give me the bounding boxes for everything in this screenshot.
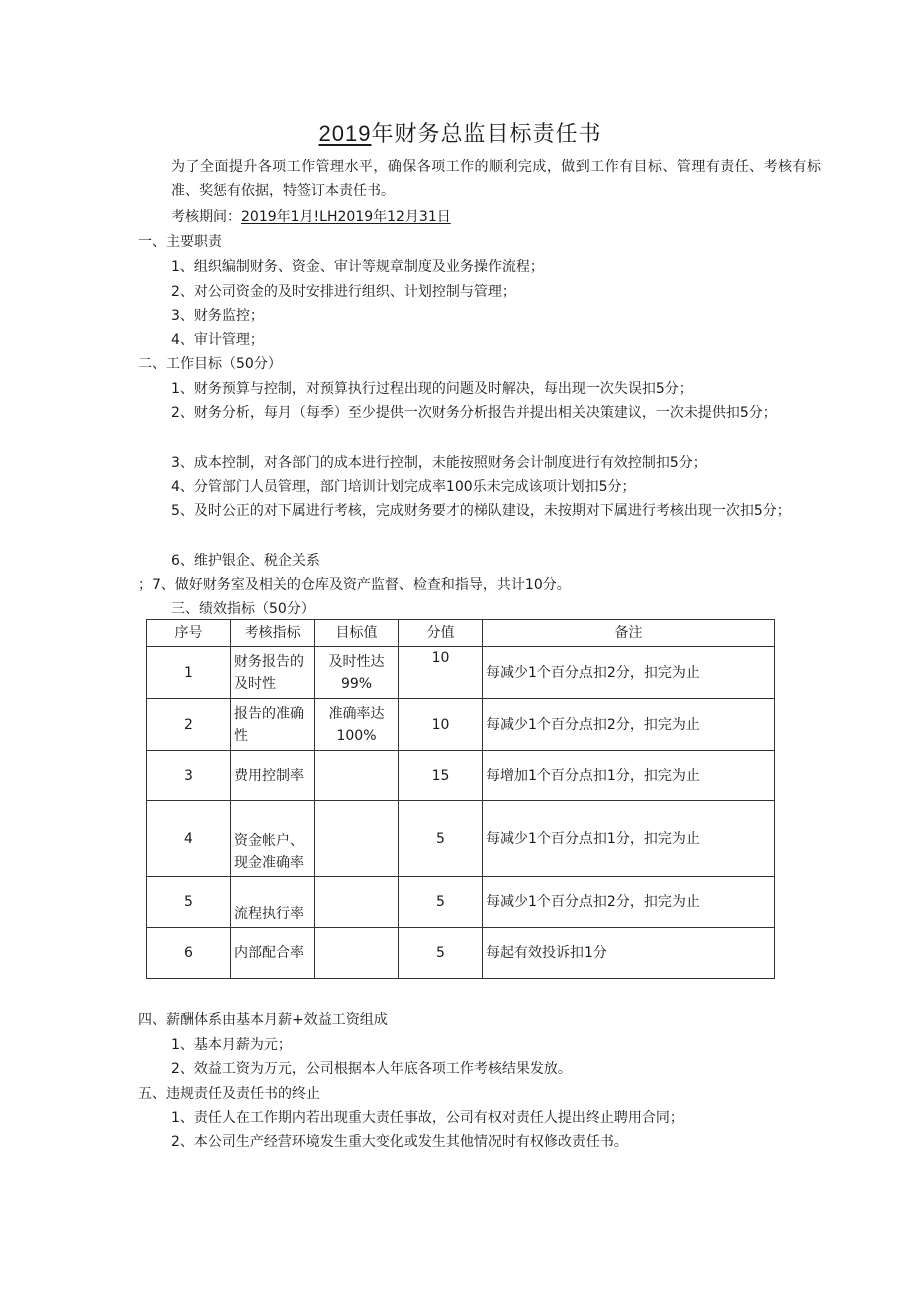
row-target [315, 751, 399, 801]
performance-table [146, 619, 775, 979]
row-score: 5 [399, 877, 483, 928]
row-number: 1 [147, 647, 231, 699]
section-5-heading: 五、违规责任及责任书的终止 [138, 1086, 320, 1102]
table-header-row [147, 620, 775, 647]
row-target [315, 801, 399, 877]
row-note: 每减少1个百分点扣2分，扣完为止 [483, 699, 775, 751]
table-row [147, 801, 775, 877]
row-note: 每减少1个百分点扣2分，扣完为止 [483, 877, 775, 928]
termination-item: 2、本公司生产经营环境发生重大变化或发生其他情况时有权修改责任书。 [171, 1134, 628, 1150]
row-indicator: 费用控制率 [231, 751, 315, 801]
row-indicator: 财务报告的及时性 [231, 647, 315, 699]
duty-item: 4、审计管理； [171, 332, 264, 348]
header-cell: 备注 [483, 620, 775, 647]
row-target: 及时性达99% [315, 647, 399, 699]
row-number: 5 [147, 877, 231, 928]
row-target: 准确率达100% [315, 699, 399, 751]
header-cell: 序号 [147, 620, 231, 647]
assessment-period [138, 205, 821, 229]
goal-item: 5、及时公正的对下属进行考核，完成财务要才的梯队建设，未按期对下属进行考核出现一次扣5分； [171, 503, 791, 519]
section-3-heading: 三、绩效指标（50分） [171, 601, 315, 617]
goal-item: ；7、做好财务室及相关的仓库及资产监督、检查和指导，共计10分。 [138, 577, 571, 593]
row-number: 2 [147, 699, 231, 751]
row-score: 15 [399, 751, 483, 801]
row-note: 每起有效投诉扣1分 [483, 928, 775, 979]
period-value: 2019年1月!LH2019年12月31日 [241, 209, 451, 225]
row-note: 每减少1个百分点扣1分，扣完为止 [483, 801, 775, 877]
table-row [147, 699, 775, 751]
row-score: 10 [399, 699, 483, 751]
duty-item: 2、对公司资金的及时安排进行组织、计划控制与管理； [171, 284, 516, 300]
table-row [147, 877, 775, 928]
title-year: 2019 [318, 121, 372, 146]
row-number: 6 [147, 928, 231, 979]
goal-item: 4、分管部门人员管理，部门培训计划完成率100乐未完成该项计划扣5分； [171, 479, 636, 495]
goal-item: 1、财务预算与控制，对预算执行过程出现的问题及时解决，每出现一次失误扣5分； [171, 381, 693, 397]
duty-item: 1、组织编制财务、资金、审计等规章制度及业务操作流程； [171, 259, 544, 275]
row-indicator: 资金帐户、现金准确率 [231, 801, 315, 877]
header-cell: 分值 [399, 620, 483, 647]
row-number: 3 [147, 751, 231, 801]
table-row [147, 928, 775, 979]
row-note: 每增加1个百分点扣1分，扣完为止 [483, 751, 775, 801]
row-target [315, 877, 399, 928]
goal-item: 3、成本控制，对各部门的成本进行控制，未能按照财务会计制度进行有效控制扣5分； [171, 455, 707, 471]
table-row [147, 647, 775, 699]
title-text: 年财务总监目标责任书 [371, 122, 602, 147]
row-note: 每减少1个百分点扣2分，扣完为止 [483, 647, 775, 699]
row-target [315, 928, 399, 979]
goal-item: 2、财务分析，每月（每季）至少提供一次财务分析报告并提出相关决策建议，一次未提供扣5分； [171, 405, 777, 421]
header-cell: 考核指标 [231, 620, 315, 647]
header-cell: 目标值 [315, 620, 399, 647]
document-title [0, 119, 920, 150]
intro-paragraph: 为了全面提升各项工作管理水平，确保各项工作的顺利完成，做到工作有目标、管理有责任、考核有标准、奖惩有依据，特签订本责任书。 [171, 159, 821, 199]
salary-item: 1、基本月薪为元； [171, 1037, 292, 1053]
row-indicator: 内部配合率 [231, 928, 315, 979]
duty-item: 3、财务监控； [171, 308, 264, 324]
section-4-heading: 四、薪酬体系由基本月薪+效益工资组成 [138, 1012, 388, 1028]
row-indicator: 流程执行率 [231, 877, 315, 928]
row-number: 4 [147, 801, 231, 877]
section-2-heading: 二、工作目标（50分） [138, 356, 282, 372]
period-label: 考核期间： [171, 209, 241, 225]
salary-item: 2、效益工资为万元，公司根据本人年底各项工作考核结果发放。 [171, 1061, 572, 1077]
row-score: 10 [399, 647, 483, 699]
row-score: 5 [399, 801, 483, 877]
row-score: 5 [399, 928, 483, 979]
section-1-heading: 一、主要职责 [138, 234, 222, 250]
termination-item: 1、责任人在工作期内若出现重大责任事故，公司有权对责任人提出终止聘用合同； [171, 1110, 684, 1126]
table-row [147, 751, 775, 801]
goal-item: 6、维护银企、税企关系 [171, 553, 320, 569]
row-indicator: 报告的准确性 [231, 699, 315, 751]
